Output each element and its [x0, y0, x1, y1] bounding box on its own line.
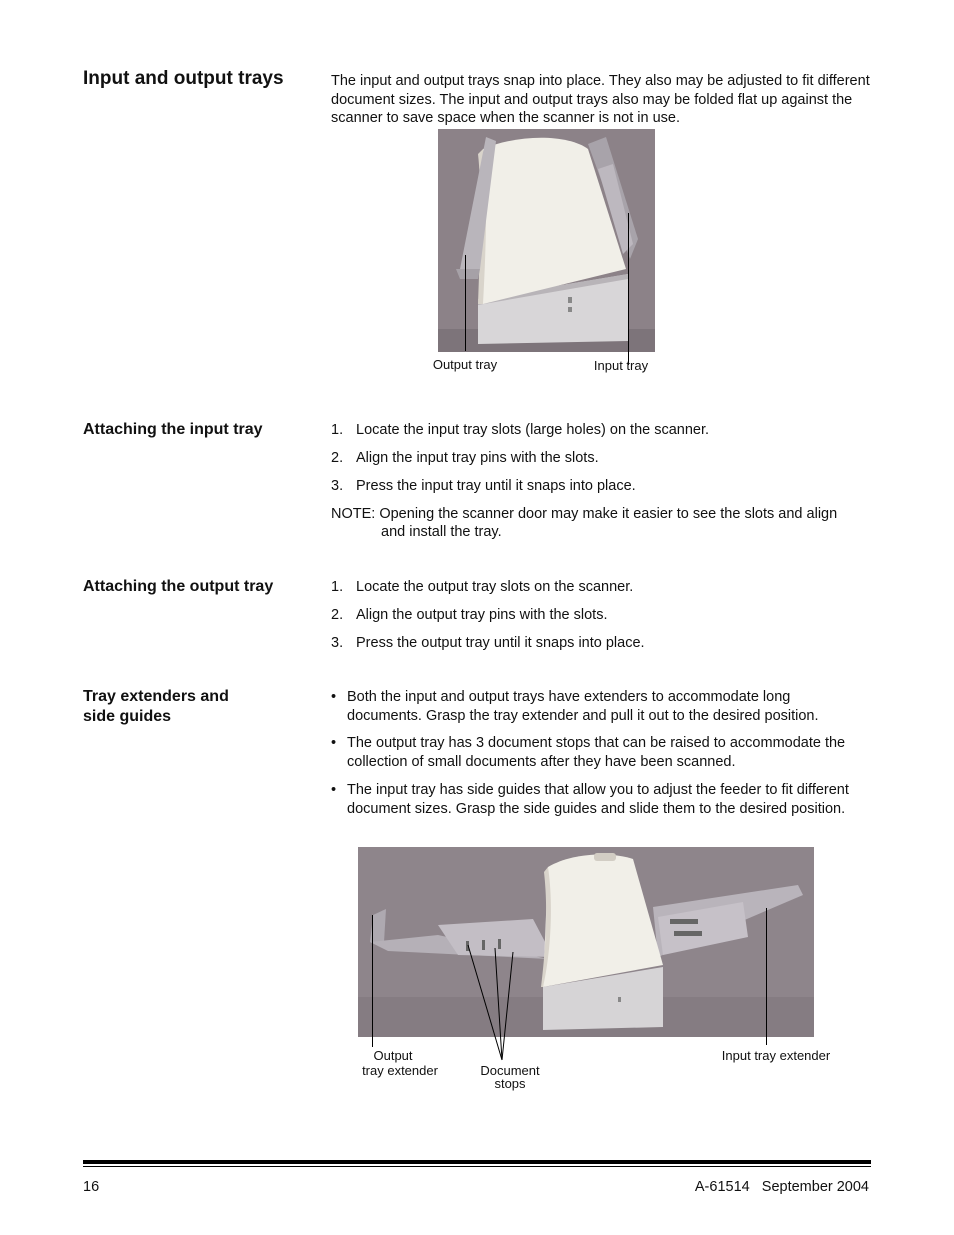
- tray-extenders-heading: [83, 687, 229, 727]
- input-extender-callout-line: [766, 908, 767, 1045]
- output-extender-callout-line: [372, 915, 373, 1047]
- step-number: 2.: [331, 450, 344, 466]
- bullet-text: The input tray has side guides that allow you to adjust the feeder to fit different document sizes. Grasp the side guides and slide them to the desired position.: [347, 782, 849, 817]
- step-number: 1.: [331, 579, 344, 595]
- section-intro: The input and output trays snap into place. They also may be adjusted to fit different document sizes. The input and output trays also may be folded flat up against the scanner to save space when the scanner is not in use.: [331, 73, 870, 126]
- footer-rule-thin: [83, 1166, 871, 1167]
- attaching-output-heading: Attaching the output tray: [83, 578, 274, 595]
- input-extender-caption: Input tray extender: [721, 1048, 831, 1063]
- document-stops-callout-lines: [460, 940, 530, 1065]
- input-tray-callout-line: [628, 213, 629, 365]
- heading-line: Tray extenders and: [83, 688, 229, 705]
- step-number: 1.: [331, 422, 344, 438]
- page-number: 16: [83, 1179, 100, 1195]
- step-text: Align the output tray pins with the slots.: [356, 607, 608, 623]
- doc-info: A-61514 September 2004: [694, 1179, 869, 1195]
- scanner-extended-illustration: [358, 847, 814, 1037]
- step-text: Press the input tray until it snaps into place.: [356, 478, 636, 494]
- step-number: 3.: [331, 635, 344, 651]
- input-tray-caption: Input tray: [593, 358, 649, 373]
- bullet-mark: •: [331, 735, 337, 751]
- heading-line: side guides: [83, 708, 172, 725]
- caption-line: Document: [480, 1063, 540, 1078]
- output-extender-caption: [355, 1048, 445, 1078]
- output-tray-callout-line: [465, 255, 466, 351]
- step-text: Align the input tray pins with the slots.: [356, 450, 599, 466]
- caption-line: Output: [373, 1048, 413, 1063]
- step-number: 3.: [331, 478, 344, 494]
- scanner-trays-extended-photo: [358, 847, 814, 1037]
- caption-line: tray extender: [362, 1063, 438, 1078]
- note-label: NOTE:: [331, 506, 376, 522]
- section-title: Input and output trays: [83, 68, 284, 89]
- step-number: 2.: [331, 607, 344, 623]
- step-text: Locate the input tray slots (large holes) on the scanner.: [356, 422, 710, 438]
- note-text-line1: Opening the scanner door may make it easier to see the slots and align: [379, 506, 838, 522]
- document-stops-caption: [470, 1063, 550, 1091]
- footer-rule-thick: [83, 1160, 871, 1164]
- scanner-trays-folded-photo: [438, 129, 655, 352]
- step-text: Press the output tray until it snaps into place.: [356, 635, 645, 651]
- caption-line: stops: [494, 1076, 526, 1091]
- scanner-illustration: [438, 129, 655, 352]
- bullet-text: The output tray has 3 document stops that can be raised to accommodate the collection of small documents after they have been scanned.: [347, 735, 846, 770]
- output-tray-caption: Output tray: [432, 357, 498, 372]
- bullet-text: Both the input and output trays have extenders to accommodate long documents. Grasp the tray extender and pull it out to the desired position.: [347, 689, 819, 724]
- note-text-line2: and install the tray.: [381, 524, 502, 540]
- bullet-mark: •: [331, 689, 337, 705]
- attaching-input-heading: Attaching the input tray: [83, 421, 263, 438]
- note: [331, 505, 837, 524]
- step-text: Locate the output tray slots on the scanner.: [356, 579, 634, 595]
- bullet-mark: •: [331, 782, 337, 798]
